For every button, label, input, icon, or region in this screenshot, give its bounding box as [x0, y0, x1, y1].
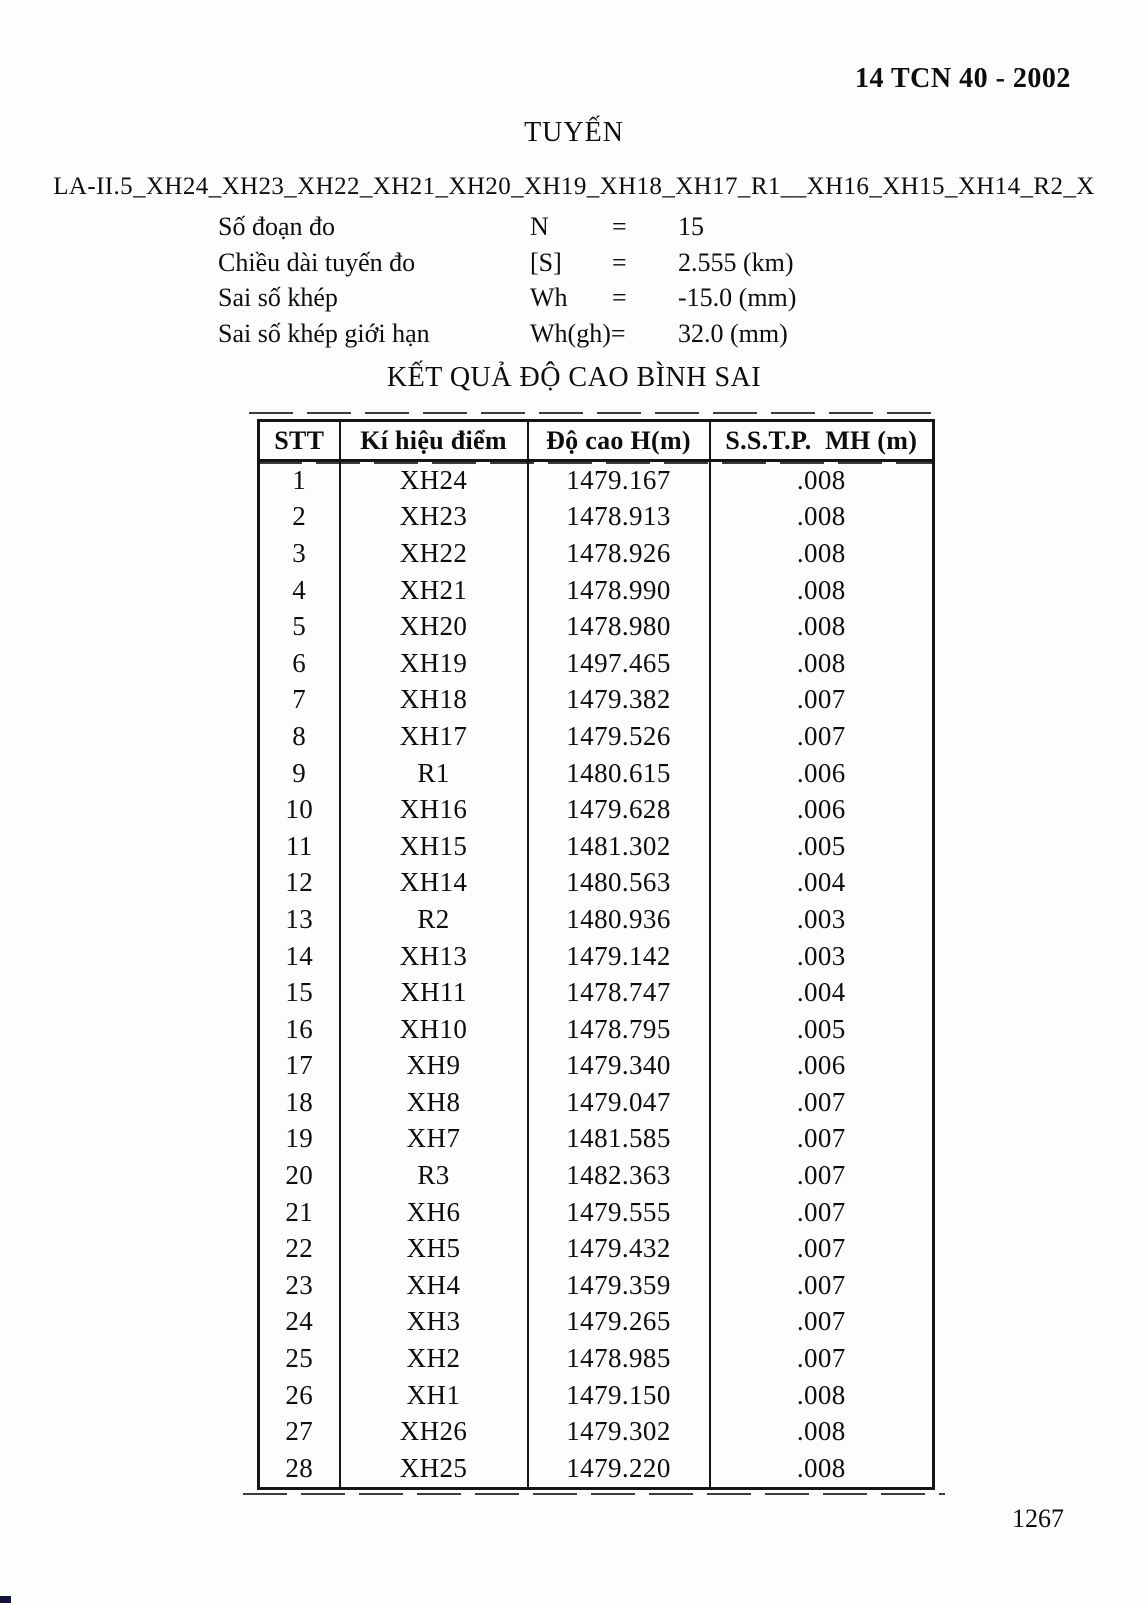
table-cell: 1478.747: [528, 974, 710, 1011]
table-cell: .004: [710, 865, 934, 902]
table-cell: .007: [710, 1340, 934, 1377]
table-cell: 19: [259, 1121, 340, 1158]
table-cell: 1478.980: [528, 608, 710, 645]
table-cell: 1478.990: [528, 572, 710, 609]
table-cell: XH13: [340, 938, 528, 975]
table-row: [259, 828, 934, 865]
param-symbol: Wh(gh)=: [530, 318, 626, 348]
table-cell: 1479.302: [528, 1413, 710, 1450]
table-cell: 1478.913: [528, 499, 710, 536]
table-cell: 1479.142: [528, 938, 710, 975]
table-cell: 1479.265: [528, 1304, 710, 1341]
table-cell: XH25: [340, 1450, 528, 1488]
table-cell: 1478.926: [528, 535, 710, 572]
param-label: Sai số khép: [218, 283, 338, 312]
table-cell: XH7: [340, 1121, 528, 1158]
params-block: [218, 209, 796, 351]
table-row: [259, 901, 934, 938]
table-cell: 5: [259, 608, 340, 645]
table-cell: 11: [259, 828, 340, 865]
param-symbol: [S]: [530, 247, 562, 277]
table-cell: 1480.563: [528, 865, 710, 902]
page-title: TUYẾN: [524, 117, 624, 148]
param-symbol: Wh: [530, 283, 568, 312]
param-equals: =: [612, 212, 627, 241]
table-cell: XH14: [340, 865, 528, 902]
table-cell: XH6: [340, 1194, 528, 1231]
col-header-elevation: Độ cao H(m): [528, 421, 710, 461]
table-cell: 26: [259, 1377, 340, 1414]
table-row: [259, 1011, 934, 1048]
table-cell: 1481.585: [528, 1121, 710, 1158]
table-row: [259, 1304, 934, 1341]
param-row: [218, 209, 796, 245]
table-cell: .007: [710, 1267, 934, 1304]
results-table: [257, 419, 935, 1490]
table-cell: 23: [259, 1267, 340, 1304]
table-cell: 2: [259, 499, 340, 536]
table-cell: .008: [710, 1450, 934, 1488]
table-cell: 1479.047: [528, 1084, 710, 1121]
table-row: [259, 1377, 934, 1414]
table-cell: 4: [259, 572, 340, 609]
table-cell: 15: [259, 974, 340, 1011]
table-cell: .008: [710, 645, 934, 682]
table-cell: XH8: [340, 1084, 528, 1121]
table-cell: XH26: [340, 1413, 528, 1450]
table-row: [259, 1230, 934, 1267]
corner-mark: [0, 1596, 11, 1603]
table-row: [259, 718, 934, 755]
table-row: [259, 1267, 934, 1304]
table-cell: .008: [710, 1377, 934, 1414]
table-cell: 12: [259, 865, 340, 902]
table-cell: .007: [710, 718, 934, 755]
table-cell: 22: [259, 1230, 340, 1267]
table-cell: .007: [710, 1084, 934, 1121]
param-label: Chiều dài tuyến đo: [218, 247, 416, 277]
table-cell: .007: [710, 1230, 934, 1267]
scan-rule-bottom: [243, 1493, 945, 1495]
table-row: [259, 608, 934, 645]
table-cell: R2: [340, 901, 528, 938]
table-cell: XH4: [340, 1267, 528, 1304]
table-cell: 25: [259, 1340, 340, 1377]
table-row: [259, 974, 934, 1011]
table-cell: 1482.363: [528, 1157, 710, 1194]
col-header-stt: STT: [259, 421, 340, 461]
param-row: [218, 245, 796, 281]
table-title: KẾT QUẢ ĐỘ CAO BÌNH SAI: [386, 362, 762, 393]
table-cell: XH20: [340, 608, 528, 645]
param-value: 15: [678, 212, 704, 241]
table-cell: XH1: [340, 1377, 528, 1414]
table-cell: .008: [710, 608, 934, 645]
table-cell: .005: [710, 1011, 934, 1048]
table-row: [259, 682, 934, 719]
table-cell: 16: [259, 1011, 340, 1048]
table-cell: .008: [710, 1413, 934, 1450]
table-cell: 1479.628: [528, 791, 710, 828]
doc-code: 14 TCN 40 - 2002: [855, 63, 1071, 94]
table-row: [259, 1450, 934, 1488]
table-cell: 17: [259, 1048, 340, 1085]
table-row: [259, 1340, 934, 1377]
table-row: [259, 1194, 934, 1231]
table-cell: 1479.340: [528, 1048, 710, 1085]
param-row: [218, 316, 796, 352]
table-cell: 13: [259, 901, 340, 938]
table-cell: R3: [340, 1157, 528, 1194]
table-cell: 18: [259, 1084, 340, 1121]
table-cell: 3: [259, 535, 340, 572]
table-row: [259, 755, 934, 792]
route-line: LA-II.5_XH24_XH23_XH22_XH21_XH20_XH19_XH18_XH17_R1__XH16_XH15_XH14_R2_X: [53, 173, 1095, 200]
table-cell: .005: [710, 828, 934, 865]
table-cell: 1479.432: [528, 1230, 710, 1267]
page-number: 1267: [1012, 1504, 1064, 1533]
table-cell: .008: [710, 499, 934, 536]
table-cell: 9: [259, 755, 340, 792]
col-header-point-id: Kí hiệu điểm: [340, 421, 528, 461]
table-cell: XH17: [340, 718, 528, 755]
table-cell: 1479.150: [528, 1377, 710, 1414]
table-cell: XH16: [340, 791, 528, 828]
table-cell: 1479.382: [528, 682, 710, 719]
table-cell: .006: [710, 755, 934, 792]
param-value: 2.555 (km): [678, 247, 794, 277]
table-cell: 1497.465: [528, 645, 710, 682]
param-label: Số đoạn đo: [218, 212, 335, 241]
table-cell: 7: [259, 682, 340, 719]
table-cell: XH18: [340, 682, 528, 719]
param-symbol: N: [530, 212, 549, 241]
table-row: [259, 1157, 934, 1194]
table-row: [259, 1121, 934, 1158]
table-cell: XH10: [340, 1011, 528, 1048]
table-cell: 1479.167: [528, 461, 710, 499]
param-value: 32.0 (mm): [678, 318, 788, 348]
table-cell: .008: [710, 461, 934, 499]
table-cell: 1479.220: [528, 1450, 710, 1488]
table-row: [259, 865, 934, 902]
table-cell: 24: [259, 1304, 340, 1341]
table-cell: .004: [710, 974, 934, 1011]
table-cell: XH15: [340, 828, 528, 865]
scan-rule-top: [249, 412, 941, 414]
table-cell: .007: [710, 682, 934, 719]
param-equals: =: [612, 247, 627, 277]
table-row: [259, 791, 934, 828]
table-cell: 27: [259, 1413, 340, 1450]
table-row: [259, 461, 934, 499]
table-cell: .008: [710, 572, 934, 609]
table-cell: XH11: [340, 974, 528, 1011]
table-body: [259, 461, 934, 1489]
table-cell: .008: [710, 535, 934, 572]
table-row: [259, 645, 934, 682]
table-cell: XH22: [340, 535, 528, 572]
table-cell: XH3: [340, 1304, 528, 1341]
table-cell: .007: [710, 1157, 934, 1194]
table-cell: R1: [340, 755, 528, 792]
table-cell: XH24: [340, 461, 528, 499]
table-cell: 1478.795: [528, 1011, 710, 1048]
table-cell: XH19: [340, 645, 528, 682]
table-cell: 1: [259, 461, 340, 499]
table-cell: XH23: [340, 499, 528, 536]
table-row: [259, 1048, 934, 1085]
table-cell: .003: [710, 901, 934, 938]
table-cell: 1478.985: [528, 1340, 710, 1377]
table-cell: .006: [710, 1048, 934, 1085]
table-cell: XH5: [340, 1230, 528, 1267]
param-row: [218, 280, 796, 316]
table-row: [259, 535, 934, 572]
table-cell: 1480.936: [528, 901, 710, 938]
table-cell: .003: [710, 938, 934, 975]
table-cell: 1479.555: [528, 1194, 710, 1231]
table-cell: 1479.526: [528, 718, 710, 755]
table-cell: .007: [710, 1304, 934, 1341]
table-cell: 21: [259, 1194, 340, 1231]
table-cell: 8: [259, 718, 340, 755]
table-cell: .007: [710, 1194, 934, 1231]
param-equals: =: [612, 283, 627, 312]
table-cell: .007: [710, 1121, 934, 1158]
table-header-row: [259, 421, 934, 461]
table-cell: 6: [259, 645, 340, 682]
table-row: [259, 1084, 934, 1121]
table-cell: 1481.302: [528, 828, 710, 865]
table-cell: 10: [259, 791, 340, 828]
table-cell: 14: [259, 938, 340, 975]
table-row: [259, 938, 934, 975]
col-header-sstp: S.S.T.P. MH (m): [710, 421, 934, 461]
table-cell: XH9: [340, 1048, 528, 1085]
param-label: Sai số khép giới hạn: [218, 318, 430, 348]
table-row: [259, 499, 934, 536]
table-cell: 20: [259, 1157, 340, 1194]
table-row: [259, 1413, 934, 1450]
table-cell: 28: [259, 1450, 340, 1488]
table-cell: 1479.359: [528, 1267, 710, 1304]
table-row: [259, 572, 934, 609]
param-value: -15.0 (mm): [678, 283, 797, 312]
table-cell: .006: [710, 791, 934, 828]
table-cell: XH2: [340, 1340, 528, 1377]
table-cell: XH21: [340, 572, 528, 609]
table-cell: 1480.615: [528, 755, 710, 792]
